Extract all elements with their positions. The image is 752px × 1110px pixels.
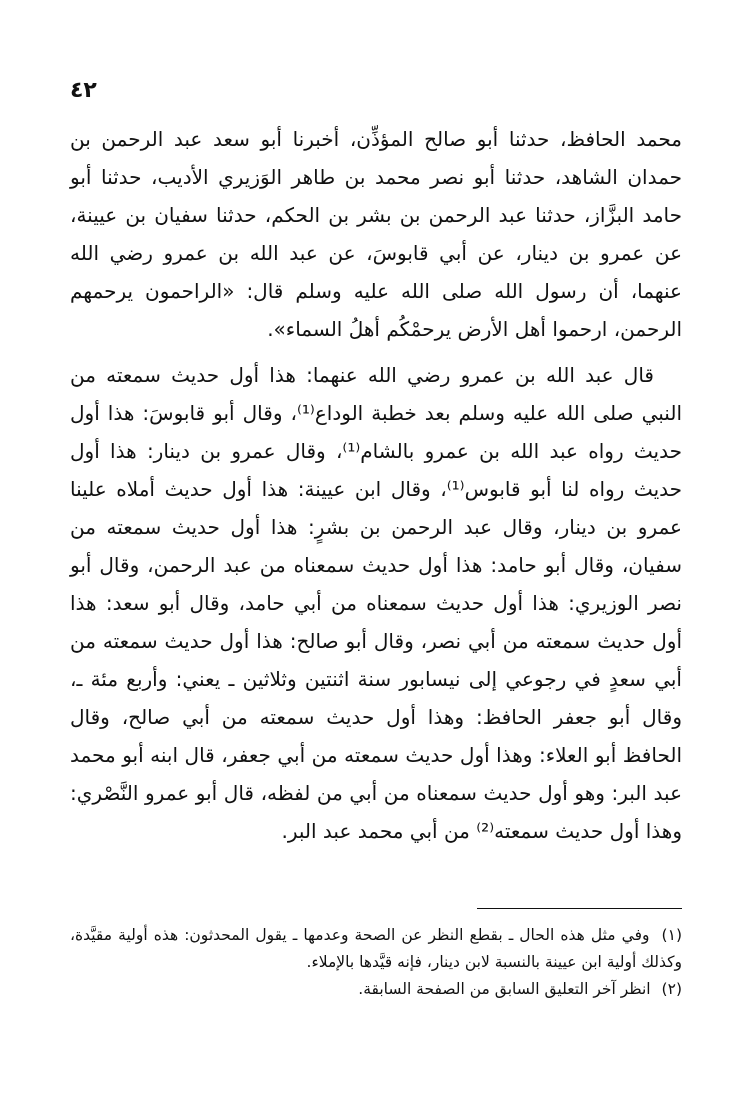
book-page bbox=[70, 70, 682, 1070]
main-text bbox=[70, 120, 682, 858]
footnote-1 bbox=[70, 922, 682, 976]
paragraph-hadith-chain: محمد الحافظ، حدثنا أبو صالح المؤذِّن، أخبرنا أبو سعد عبد الرحمن بن حمدان الشاهد، حدثنا أبو نصر محمد بن طاهر الوَزيري الأديب، حدثنا أبو حامد البزَّاز، حدثنا عبد الرحمن بن بشر بن الحكم، حدثنا سفيان بن عيينة، عن عمرو بن دينار، عن أبي قابوسَ، عن عبد الله بن عمرو رضي الله عنهما، أن رسول الله صلى الله عليه وسلم قال: «الراحمون يرحمهم الرحمن، ارحموا أهل الأرض يرحمْكُم أهلُ السماء». bbox=[70, 127, 682, 341]
footnote-marker: (٢) bbox=[661, 980, 682, 998]
page-number: ٤٢ bbox=[70, 78, 97, 103]
footnote-2 bbox=[70, 976, 682, 1003]
footnote-text: وفي مثل هذه الحال ـ بقطع النظر عن الصحة وعدمها ـ يقول المحدثون: هذه أولية مقيَّدة، وكذلك أولية ابن عيينة بالنسبة لابن دينار، فإنه قيَّدها بالإملاء. bbox=[70, 926, 682, 971]
footnote-text: انظر آخر التعليق السابق من الصفحة السابقة. bbox=[358, 980, 651, 998]
paragraph-chain-commentary: قال عبد الله بن عمرو رضي الله عنهما: هذا أول حديث سمعته من النبي صلى الله عليه وسلم بعد خطبة الوداع⁽¹⁾، وقال أبو قابوسَ: هذا أول حديث رواه عبد الله بن عمرو بالشام⁽¹⁾، وقال عمرو بن دينار: هذا أول حديث رواه لنا أبو قابوس⁽¹⁾، وقال ابن عيينة: هذا أول حديث أملاه علينا عمرو بن دينار، وقال عبد الرحمن بن بشرٍ: هذا أول حديث سمعته من سفيان، وقال أبو حامد: هذا أول حديث سمعناه من عبد الرحمن، وقال أبو نصر الوزيري: هذا أول حديث سمعناه من أبي حامد، وقال أبو سعد: هذا أول حديث سمعته من أبي نصر، وقال أبو صالح: هذا أول حديث سمعته من أبي سعدٍ في رجوعي إلى نيسابور سنة اثنتين وثلاثين ـ يعني: وأربع مئة ـ، وقال أبو جعفر الحافظ: وهذا أول حديث سمعته من أبي صالح، وقال الحافظ أبو العلاء: وهذا أول حديث سمعته من أبي جعفر، قال ابنه أبو محمد عبد البر: وهو أول حديث سمعناه من أبي من لفظه، قال أبو عمرو النَّصْري: وهذا أول حديث سمعته⁽²⁾ من أبي محمد عبد البر. bbox=[70, 363, 683, 843]
footnote-marker: (١) bbox=[661, 926, 682, 944]
footnotes bbox=[70, 922, 682, 1003]
footnote-divider bbox=[477, 908, 682, 909]
